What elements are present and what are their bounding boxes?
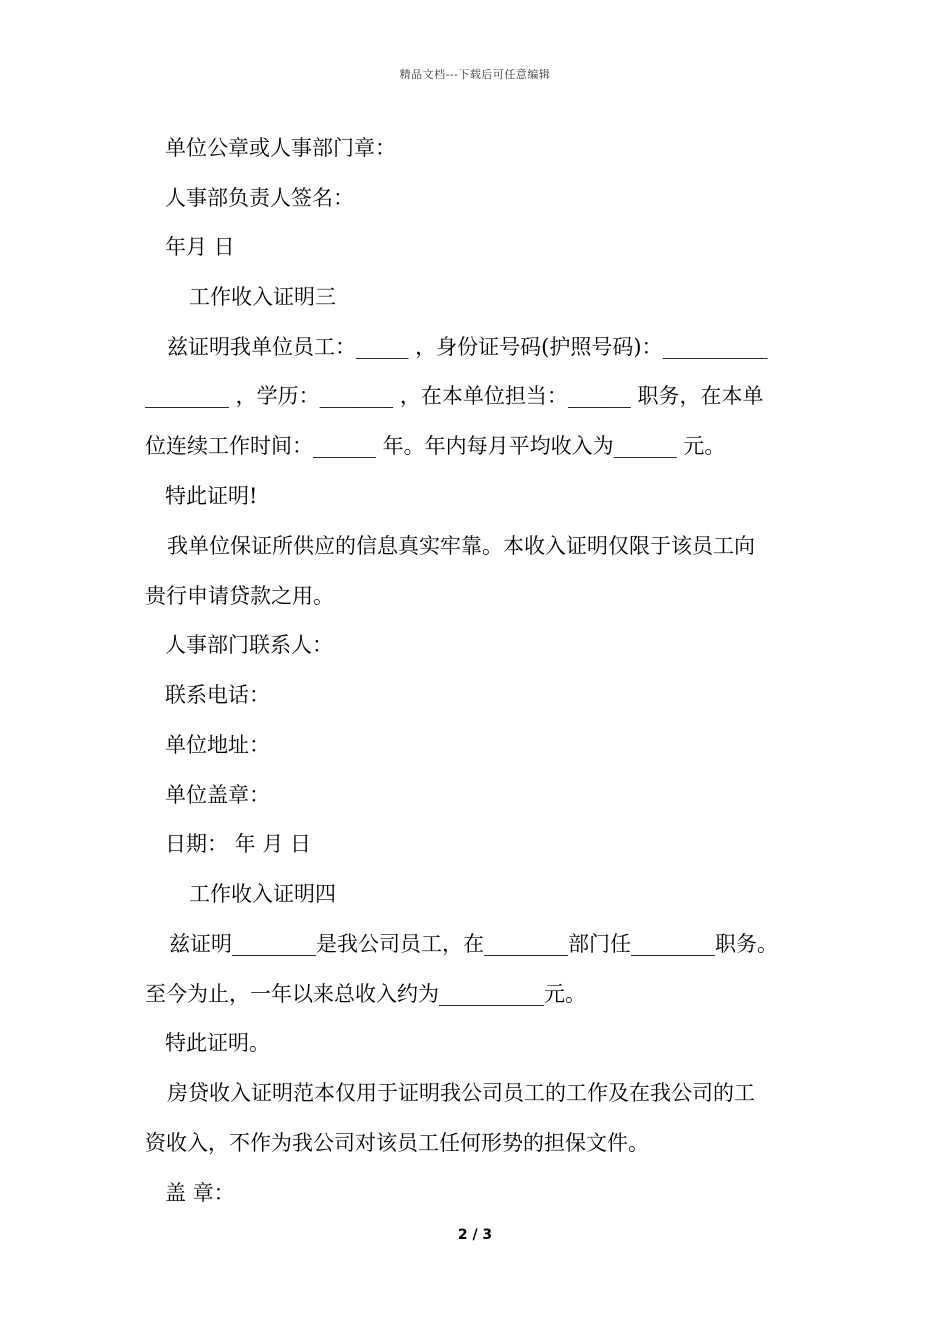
text-line: 联系电话： — [165, 683, 270, 707]
text-line: 特此证明! — [165, 484, 258, 508]
text-line: 日期： 年 月 日 — [165, 832, 312, 856]
text-line: ________ ，学历：_______ ，在本单位担当：______ 职务，在本单 — [145, 384, 764, 408]
text-line: 特此证明。 — [165, 1031, 270, 1055]
text-line: 贵行申请贷款之用。 — [145, 584, 334, 608]
text-line: 房贷收入证明范本仅用于证明我公司员工的工作及在我公司的工 — [167, 1081, 755, 1105]
page-header: 精品文档---下载后可任意编辑 — [399, 68, 551, 81]
text-line: 人事部负责人签名： — [165, 186, 354, 210]
text-line: 人事部门联系人： — [165, 633, 333, 657]
section-title: 工作收入证明三 — [189, 285, 336, 309]
text-line: 单位地址： — [165, 733, 270, 757]
text-line: 单位公章或人事部门章： — [165, 136, 396, 160]
text-line: 单位盖章： — [165, 783, 270, 807]
text-line: 资收入，不作为我公司对该员工任何形势的担保文件。 — [145, 1131, 649, 1155]
page-number: 2 / 3 — [457, 1227, 493, 1243]
text-line: 至今为止，一年以来总收入约为__________元。 — [145, 982, 586, 1006]
text-line: 位连续工作时间：______ 年。年内每月平均收入为______ 元。 — [145, 434, 726, 458]
text-line: 兹证明我单位员工：_____ ，身份证号码(护照号码)：__________ — [167, 335, 768, 359]
text-line: 我单位保证所供应的信息真实牢靠。本收入证明仅限于该员工向 — [167, 534, 755, 558]
text-line: 兹证明________是我公司员工，在________部门任________职务。 — [169, 932, 778, 956]
section-title: 工作收入证明四 — [189, 882, 336, 906]
text-line: 年月 日 — [165, 235, 235, 259]
text-line: 盖 章： — [165, 1181, 235, 1205]
